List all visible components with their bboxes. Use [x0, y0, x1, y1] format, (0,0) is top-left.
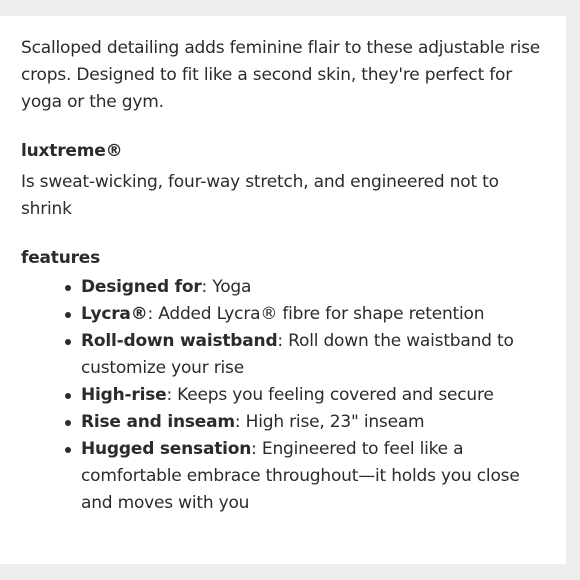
feature-text: : Keeps you feeling covered and secure: [166, 385, 494, 405]
fabric-heading: luxtreme®: [21, 141, 123, 161]
feature-item-hugged-sensation: [81, 436, 552, 517]
feature-item-rise-and-inseam: [81, 409, 552, 436]
feature-text: : Engineered to feel like a comfortable embrace throughout—it holds you close and moves with you: [81, 439, 520, 513]
feature-item-lycra: [81, 301, 552, 328]
feature-label: Designed for: [81, 277, 202, 297]
feature-text: : Added Lycra® fibre for shape retention: [147, 304, 485, 324]
feature-item-designed-for: [81, 274, 552, 301]
features-heading: features: [21, 248, 101, 268]
product-description-card: [0, 16, 566, 564]
feature-text: : High rise, 23" inseam: [234, 412, 425, 432]
product-intro-text: Scalloped detailing adds feminine flair to these adjustable rise crops. Designed to fit like a second skin, they're perfect for yoga or the gym.: [21, 38, 541, 112]
feature-label: Lycra®: [81, 304, 148, 324]
feature-item-roll-down-waistband: [81, 328, 552, 382]
features-list: [21, 274, 552, 517]
feature-item-high-rise: [81, 382, 552, 409]
feature-text: : Yoga: [201, 277, 252, 297]
feature-text: : Roll down the waistband to customize your rise: [81, 331, 514, 378]
feature-label: Hugged sensation: [81, 439, 252, 459]
feature-label: Rise and inseam: [81, 412, 235, 432]
feature-label: Roll-down waistband: [81, 331, 278, 351]
feature-label: High-rise: [81, 385, 167, 405]
fabric-description: Is sweat-wicking, four-way stretch, and engineered not to shrink: [21, 172, 499, 219]
